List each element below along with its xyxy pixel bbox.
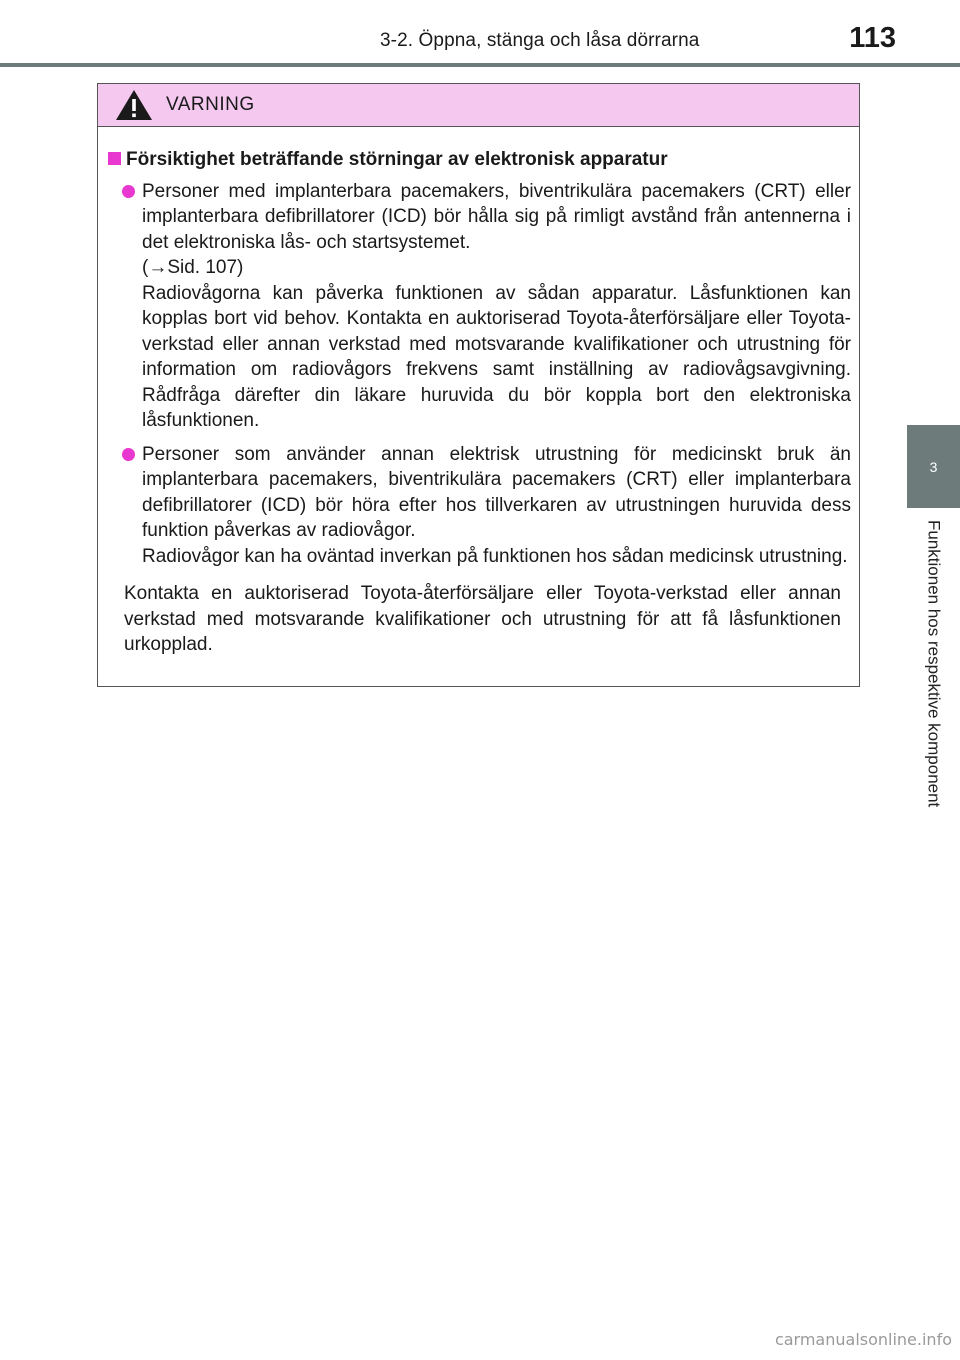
section-title: 3-2. Öppna, stänga och låsa dörrarna (380, 30, 700, 51)
header-rule (0, 63, 960, 67)
warning-triangle-icon (115, 89, 153, 121)
page-number: 113 (849, 22, 896, 54)
watermark: carmanualsonline.info (774, 1330, 952, 1349)
chapter-side-label (907, 508, 960, 868)
page-reference: (→Sid. 107) (142, 257, 244, 278)
list-item-text (142, 442, 851, 570)
paragraph: Personer med implanterbara pacemakers, biventrikulära pacemakers (CRT) eller implanterbara defibrillatorer (ICD) bör hålla sig på rimligt avstånd från antennerna i det elektroniska lås- och startsystemet. (142, 180, 851, 253)
list-item-text (142, 179, 851, 434)
chapter-number: 3 (929, 458, 938, 475)
paragraph: Radiovågor kan ha oväntad inverkan på funktionen hos sådan medicinsk utrustning. (142, 545, 848, 567)
paragraph: Personer som använder annan elektrisk utrustning för medicinskt bruk än implanterbara pacemakers, biventrikulära pacemakers (CRT) eller implanterbara defibrillatorer (ICD) bör höra efter hos tillverkaren av utrustningen huruvida dess funktion påverkas av radiovågor. (142, 443, 851, 541)
warning-heading (108, 147, 851, 173)
square-bullet-icon (108, 152, 121, 165)
warning-box (97, 83, 860, 687)
list-item (122, 179, 851, 434)
paragraph: Radiovågorna kan påverka funktionen av sådan apparatur. Låsfunktionen kan kopplas bort vid behov. Kontakta en auktoriserad Toyota-återförsäljare eller Toyota-verkstad eller annan verkstad med motsvarande kvalifikationer och utrustning för information om radiovågors frekvens samt inställning av radiovågsavgivning. Rådfråga därefter din läkare huruvida du bör koppla bort den elektroniska låsfunktionen. (142, 282, 851, 431)
closing-paragraph: Kontakta en auktoriserad Toyota-återförsäljare eller Toyota-verkstad eller annan verkstad med motsvarande kvalifikationer och utrustning för att få låsfunktionen urkopplad. (124, 583, 841, 655)
dot-bullet-icon (122, 185, 135, 198)
list-item (122, 442, 851, 570)
warning-label: VARNING (166, 94, 255, 115)
warning-body (98, 127, 859, 658)
dot-bullet-icon (122, 448, 135, 461)
chapter-tab (907, 425, 960, 508)
warning-heading-text: Försiktighet beträffande störningar av elektronisk apparatur (126, 149, 668, 170)
warning-header (98, 84, 859, 127)
chapter-title: Funktionen hos respektive komponent (924, 520, 944, 808)
